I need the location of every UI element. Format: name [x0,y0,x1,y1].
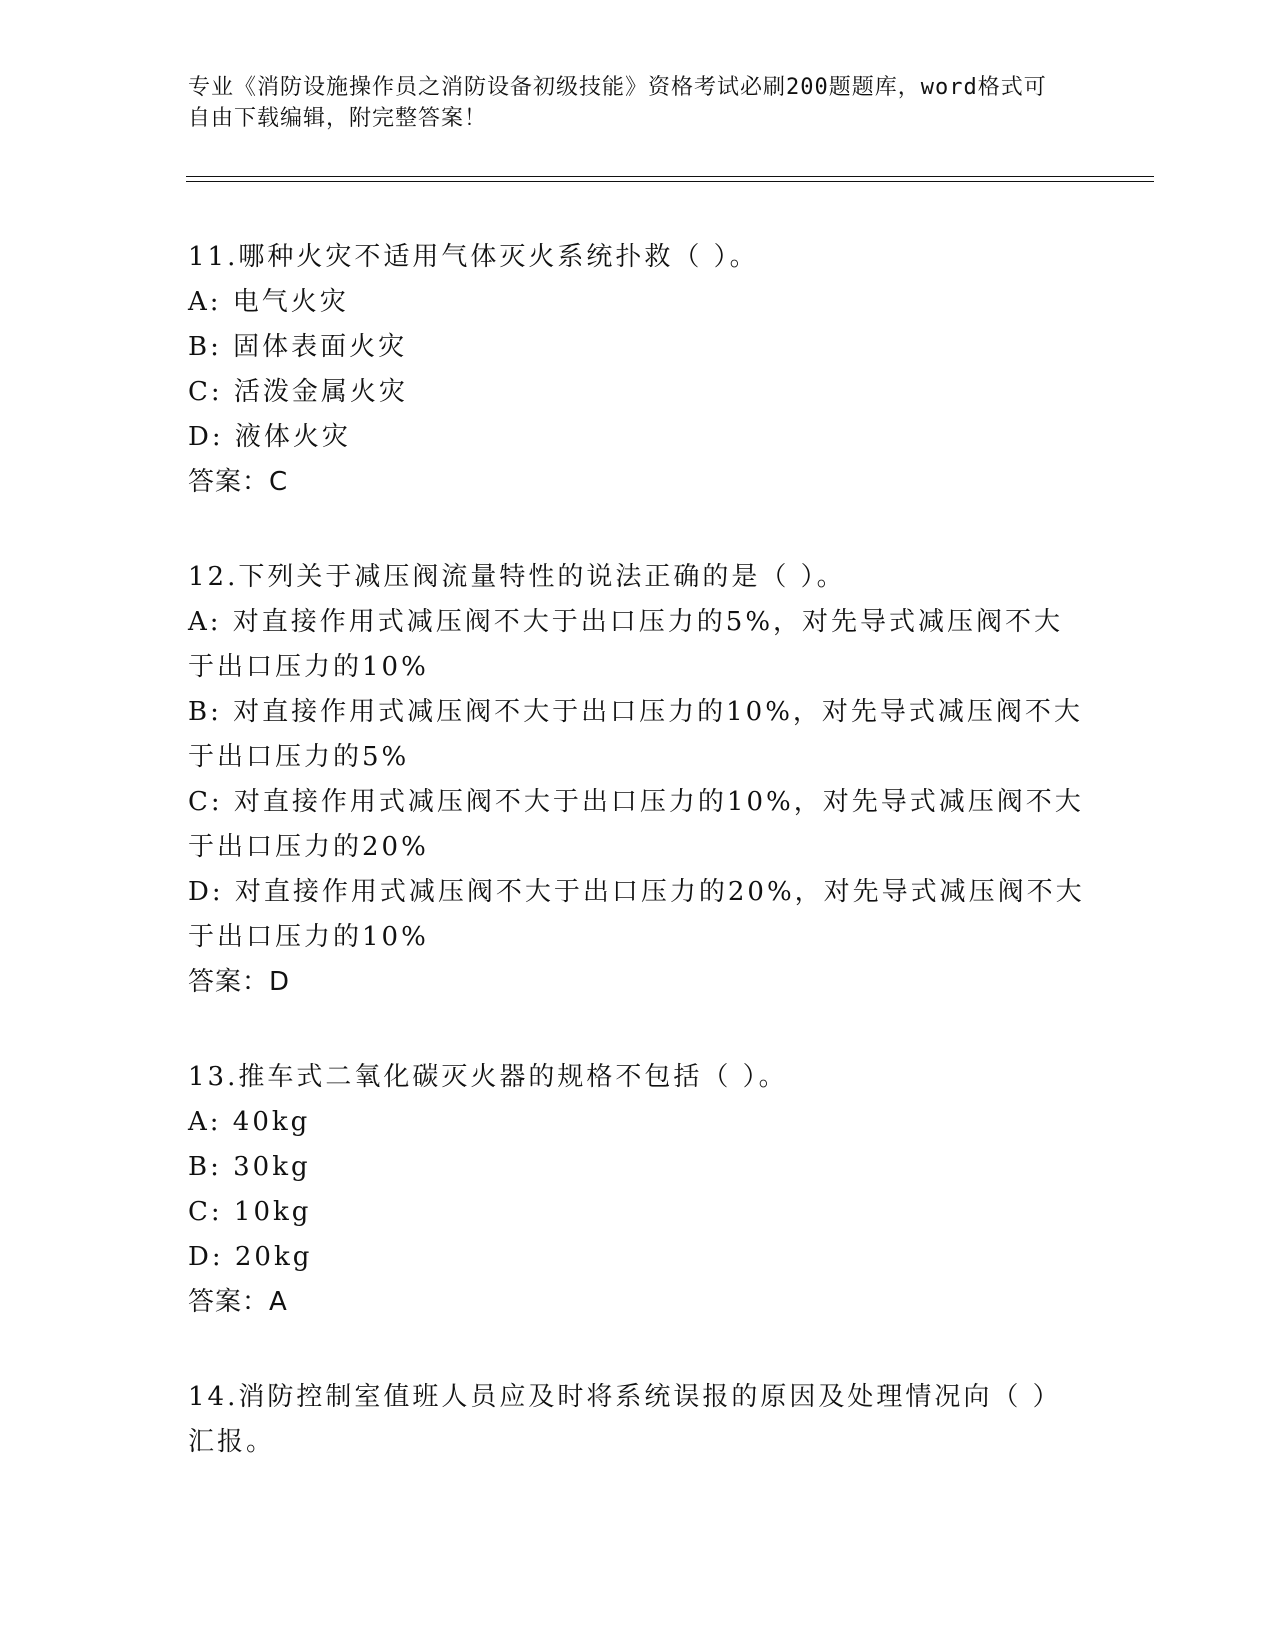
question-14 [188,1375,1088,1465]
option-a: A: 对直接作用式减压阀不大于出口压力的5%，对先导式减压阀不大于出口压力的10% [188,607,1064,682]
option-c: C: 对直接作用式减压阀不大于出口压力的10%，对先导式减压阀不大于出口压力的20% [188,787,1084,862]
question-stem: 13.推车式二氧化碳灭火器的规格不包括（ ）。 [188,1062,788,1092]
answer: 答案：D [188,967,291,997]
option-c: C: 活泼金属火灾 [188,377,408,407]
option-d: D: 对直接作用式减压阀不大于出口压力的20%，对先导式减压阀不大于出口压力的10% [188,877,1085,952]
option-d: D: 20kg [188,1242,313,1272]
document-intro: 专业《消防设施操作员之消防设备初级技能》资格考试必刷200题题库，word格式可自由下载编辑，附完整答案！ [188,75,1047,131]
answer: 答案：A [188,1287,288,1317]
option-d: D: 液体火灾 [188,422,351,452]
question-11 [188,235,1088,505]
option-b: B: 固体表面火灾 [188,332,408,362]
answer: 答案：C [188,467,289,497]
option-c: C: 10kg [188,1197,312,1227]
header-divider-top [186,176,1154,177]
question-stem: 12.下列关于减压阀流量特性的说法正确的是（ ）。 [188,562,846,592]
question-12 [188,555,1088,1005]
option-a: A: 40kg [188,1107,311,1137]
option-b: B: 对直接作用式减压阀不大于出口压力的10%，对先导式减压阀不大于出口压力的5% [188,697,1083,772]
option-b: B: 30kg [188,1152,311,1182]
option-a: A: 电气火灾 [188,287,349,317]
question-stem: 14.消防控制室值班人员应及时将系统误报的原因及处理情况向（ ）汇报。 [188,1382,1062,1457]
question-stem: 11.哪种火灾不适用气体灭火系统扑救（ ）。 [188,242,759,272]
header-divider-bottom [186,181,1154,182]
question-13 [188,1055,1088,1325]
